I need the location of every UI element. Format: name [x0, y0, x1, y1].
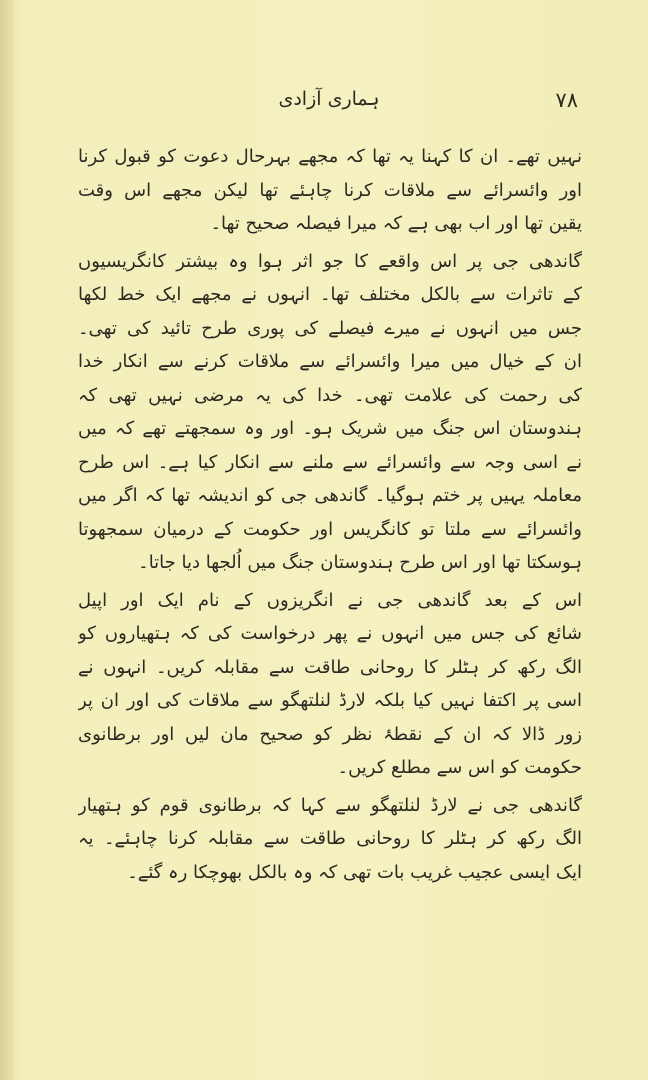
text-line: الگ رکھ کر ہٹلر کا روحانی طاقت سے مقابلہ کریں۔ انہوں نے — [78, 656, 582, 678]
text-line: اس کے بعد گاندھی جی نے انگریزوں کے نام ایک اور اپیل — [78, 589, 582, 611]
text-line: ہوسکتا تھا اور اس طرح ہندوستان جنگ میں اُلجھا دیا جاتا۔ — [138, 552, 582, 573]
text-line: حکومت کو اس سے مطلع کریں۔ — [337, 757, 582, 778]
text-line: اسی پر اکتفا نہیں کیا بلکہ لارڈ لنلتھگو سے ملاقات کی اور ان پر — [78, 690, 582, 711]
text-line: اور وائسرائے سے ملاقات کرنا چاہئے تھا لیکن مجھے اس وقت — [78, 179, 582, 201]
text-line: نے اسی وجہ سے وائسرائے سے ملنے سے انکار کیا ہے۔ اس طرح — [78, 451, 582, 473]
text-line: جس میں انہوں نے میرے فیصلے کی پوری طرح تائید کی تھی۔ — [78, 317, 582, 339]
paragraph-3 — [78, 584, 582, 785]
text-line: ہندوستان اس جنگ میں شریک ہو۔ اور وہ سمجھتے تھے کہ میں — [78, 418, 582, 439]
body-text — [78, 140, 582, 889]
text-line: نہیں تھے۔ ان کا کہنا یہ تھا کہ مجھے بہرحال دعوت کو قبول کرنا — [78, 146, 582, 167]
text-line: گاندھی جی نے لارڈ لنلتھگو سے کہا کہ برطانوی قوم کو ہتھیار — [78, 794, 582, 816]
text-line: کے تاثرات سے بالکل مختلف تھا۔ انہوں نے مجھے ایک خط لکھا — [78, 284, 582, 305]
text-line: یقین تھا اور اب بھی ہے کہ میرا فیصلہ صحیح تھا۔ — [210, 213, 582, 234]
running-title: ہماری آزادی — [278, 88, 380, 110]
paragraph-2 — [78, 245, 582, 580]
text-line: وائسرائے سے ملتا تو کانگریس اور حکومت کے درمیان سمجھوتا — [78, 518, 582, 540]
page-header — [80, 88, 578, 118]
paragraph-1 — [78, 140, 582, 241]
text-line: ایک ایسی عجیب غریب بات تھی کہ وہ بالکل بھوچکا رہ گئے۔ — [127, 861, 582, 883]
text-line: الگ رکھ کر ہٹلر کا روحانی طاقت سے مقابلہ کرنا چاہئے۔ یہ — [78, 828, 582, 849]
text-line: کی رحمت کی علامت تھی۔ خدا کی یہ مرضی نہیں تھی کہ — [78, 384, 582, 406]
page-number: ۷۸ — [555, 88, 578, 112]
text-line: زور ڈالا کہ ان کے نقطۂ نظر کو صحیح مان لیں اور برطانوی — [78, 723, 582, 745]
text-line: گاندھی جی پر اس واقعے کا جو اثر ہوا وہ بیشتر کانگریسیوں — [78, 250, 582, 272]
paragraph-4 — [78, 789, 582, 890]
text-line: معاملہ یہیں پر ختم ہوگیا۔ گاندھی جی کو اندیشہ تھا کہ اگر میں — [78, 485, 582, 506]
text-line: ان کے خیال میں میرا وائسرائے سے ملاقات کرنے سے انکار خدا — [78, 351, 582, 372]
text-line: شائع کی جس میں انہوں نے پھر درخواست کی کہ ہتھیاروں کو — [78, 623, 582, 644]
page-binding-edge — [0, 0, 14, 1080]
